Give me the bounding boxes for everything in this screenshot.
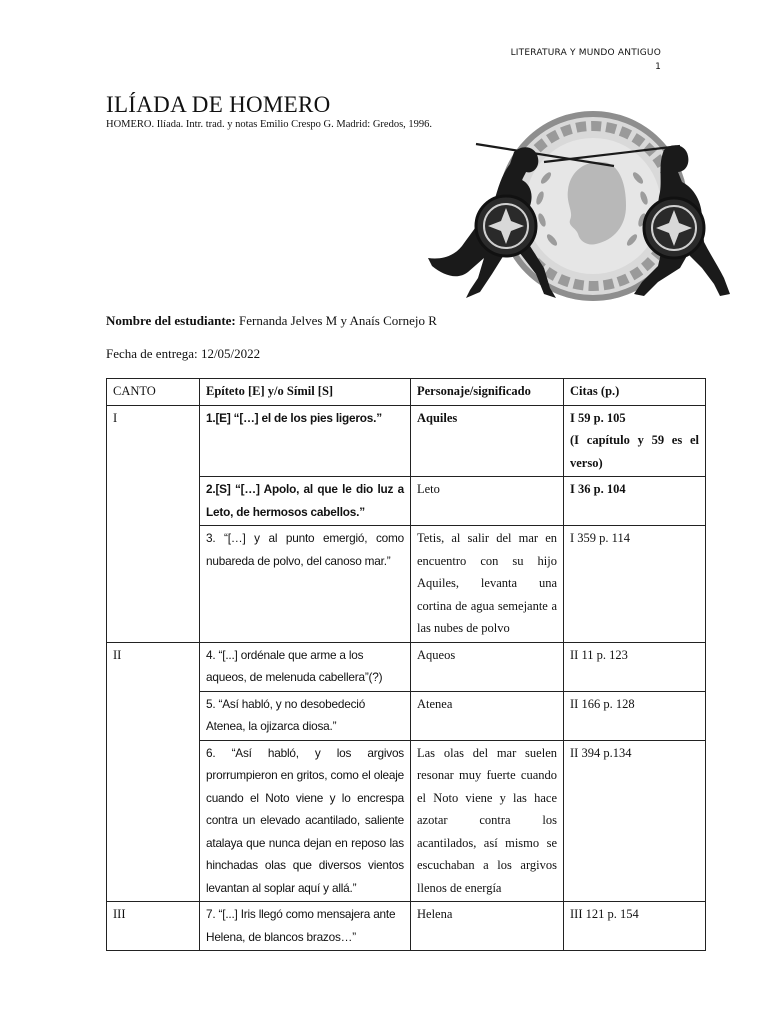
date-value: 12/05/2022 — [200, 346, 261, 361]
personaje-cell: Aqueos — [411, 642, 564, 691]
student-value: Fernanda Jelves M y Anaís Cornejo R — [239, 313, 437, 328]
cita-cell: I 59 p. 105 (I capítulo y 59 es el verso) — [564, 405, 706, 477]
epiteto-cell: 4. “[...] ordénale que arme a los aqueos, de melenuda cabellera”(?) — [200, 642, 411, 691]
cita-cell: II 11 p. 123 — [564, 642, 706, 691]
personaje-cell: Leto — [411, 477, 564, 526]
personaje-cell: Tetis, al salir del mar en encuentro con su hijo Aquiles, levanta una cortina de agua semejante a las nubes de polvo — [411, 526, 564, 643]
canto-cell: I — [107, 405, 200, 642]
personaje-cell: Atenea — [411, 691, 564, 740]
student-name-line — [106, 313, 437, 329]
canto-cell: II — [107, 642, 200, 902]
epiteto-cell: 3. “[…] y al punto emergió, como nubareda de polvo, del canoso mar.” — [200, 526, 411, 643]
cita-cell: II 166 p. 128 — [564, 691, 706, 740]
canto-cell: III — [107, 902, 200, 951]
header-epiteto: Epíteto [E] y/o Símil [S] — [200, 379, 411, 406]
cita-cell: III 121 p. 154 — [564, 902, 706, 951]
epiteto-cell: 5. “Así habló, y no desobedeció Atenea, la ojizarca diosa.” — [200, 691, 411, 740]
header-personaje: Personaje/significado — [411, 379, 564, 406]
epiteto-cell: 6. “Así habló, y los argivos prorrumpieron en gritos, como el oleaje cuando el Noto viene y lo encrespa contra un elevado acantilado, saliente atalaya que nunca dejan en reposo las hinchadas olas que diversos vientos levantan al soplar aquí y allá.” — [200, 740, 411, 902]
running-title: LITERATURA Y MUNDO ANTIGUO — [510, 48, 661, 58]
header-citas: Citas (p.) — [564, 379, 706, 406]
epiteto-cell: 1.[E] “[…] el de los pies ligeros.” — [200, 405, 411, 477]
table-header-row — [107, 379, 706, 406]
page-number: 1 — [655, 62, 661, 72]
bibliographic-citation: HOMERO. Ilíada. Intr. trad. y notas Emilio Crespo G. Madrid: Gredos, 1996. — [106, 119, 433, 130]
epithets-table — [106, 378, 706, 951]
cita-cell: I 359 p. 114 — [564, 526, 706, 643]
date-label: Fecha de entrega: — [106, 346, 198, 361]
personaje-cell: Aquiles — [411, 405, 564, 477]
running-header — [511, 46, 661, 74]
table-row — [107, 902, 706, 951]
epiteto-cell: 7. “[...] Iris llegó como mensajera ante Helena, de blancos brazos…” — [200, 902, 411, 951]
cita-cell: I 36 p. 104 — [564, 477, 706, 526]
delivery-date-line — [106, 346, 260, 362]
table-row — [107, 642, 706, 691]
personaje-cell: Las olas del mar suelen resonar muy fuerte cuando el Noto viene y las hace azotar contra los acantilados, así mismo se escuchaban a los argivos llenos de energía — [411, 740, 564, 902]
greek-warriors-duel-icon — [418, 108, 738, 306]
student-label: Nombre del estudiante: — [106, 313, 236, 328]
personaje-cell: Helena — [411, 902, 564, 951]
header-canto: CANTO — [107, 379, 200, 406]
epiteto-cell: 2.[S] “[…] Apolo, al que le dio luz a Leto, de hermosos cabellos.” — [200, 477, 411, 526]
cita-cell: II 394 p.134 — [564, 740, 706, 902]
table-row — [107, 405, 706, 477]
document-title: ILÍADA DE HOMERO — [106, 92, 331, 117]
